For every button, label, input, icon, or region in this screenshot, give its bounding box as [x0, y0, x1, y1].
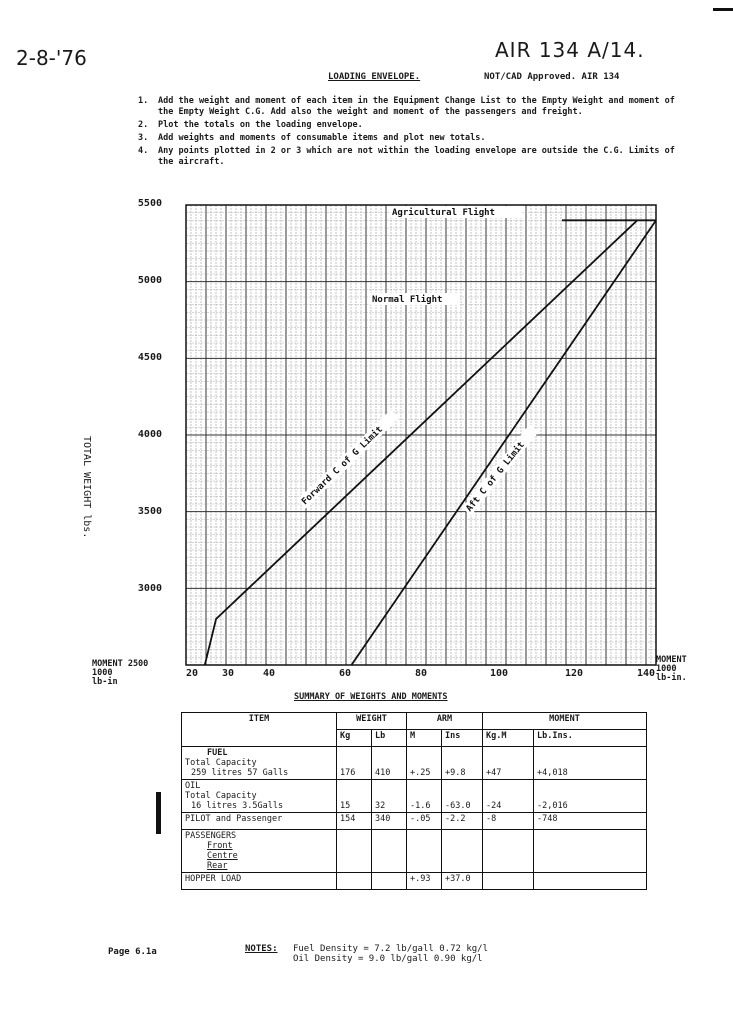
- subheader-m: M: [407, 730, 442, 747]
- subheader-lbins: Lb.Ins.: [534, 730, 647, 747]
- x-tick-120: 120: [565, 668, 584, 679]
- y-tick-5000: 5000: [137, 275, 162, 286]
- cell-kg: 176: [337, 747, 372, 780]
- header-moment: MOMENT: [483, 713, 647, 730]
- x-tick-30: 30: [222, 668, 235, 679]
- cell-ins: [442, 830, 483, 873]
- cell-lbins: +4,018: [534, 747, 647, 780]
- x-label-right-line: lb-in.: [656, 673, 687, 683]
- y-tick-4000: 4000: [137, 429, 162, 440]
- table-header-row: [182, 713, 647, 730]
- item-line: Total Capacity: [185, 791, 257, 801]
- annotation-text: Forward C of G Limit: [300, 424, 386, 508]
- cell-kg: [337, 830, 372, 873]
- item-line: Total Capacity: [185, 758, 257, 768]
- x-tick-60: 60: [339, 668, 352, 679]
- item-line: Centre: [207, 851, 238, 861]
- approval-note: NOT/CAD Approved. AIR 134: [484, 72, 620, 82]
- cell-m: -.05: [407, 813, 442, 830]
- instruction-text: Plot the totals on the loading envelope.: [158, 120, 363, 130]
- cell-lb: 410: [372, 747, 407, 780]
- item-line: Front: [207, 841, 233, 851]
- subheader-ins: Ins: [442, 730, 483, 747]
- instruction-text: Any points plotted in 2 or 3 which are not within the loading envelope are outside the C.G. Limits of the aircraft.: [158, 146, 675, 167]
- cell-kgm: [483, 830, 534, 873]
- y-tick-4500: 4500: [137, 352, 162, 363]
- cell-ins: +9.8: [442, 747, 483, 780]
- cell-m: +.25: [407, 747, 442, 780]
- item-line: 16 litres 3.5Galls: [191, 801, 284, 811]
- subheader-lb: Lb: [372, 730, 407, 747]
- cell-lbins: [534, 873, 647, 890]
- instruction-number: 4.: [138, 146, 149, 156]
- cell-ins: -2.2: [442, 813, 483, 830]
- x-label-right-line: MOMENT: [656, 655, 687, 665]
- y-tick-5500: 5500: [137, 198, 162, 209]
- cell-item: [182, 780, 337, 813]
- cell-kg: [337, 873, 372, 890]
- subheader-kgm: Kg.M: [483, 730, 534, 747]
- chart-annotation: [462, 424, 539, 515]
- summary-title: SUMMARY OF WEIGHTS AND MOMENTS: [294, 692, 448, 702]
- cell-kgm: +47: [483, 747, 534, 780]
- x-tick-40: 40: [263, 668, 276, 679]
- instruction-number: 3.: [138, 133, 149, 143]
- instruction-text: Add the weight and moment of each item in the Equipment Change List to the Empty Weight and moment of the Empty Weight C.G. Add also the weight and moment of the passengers and freight.: [158, 96, 675, 117]
- cell-item: [182, 747, 337, 780]
- cell-lb: 340: [372, 813, 407, 830]
- header-item: ITEM: [182, 713, 337, 747]
- y-axis-label: TOTAL WEIGHT lbs.: [81, 436, 92, 539]
- chart-annotations: [297, 206, 539, 515]
- margin-mark: [156, 792, 161, 834]
- annotation-text: Normal Flight: [372, 295, 443, 305]
- table-row: [182, 873, 647, 890]
- cell-m: -1.6: [407, 780, 442, 813]
- instruction-number: 1.: [138, 96, 149, 106]
- cell-ins: +37.0: [442, 873, 483, 890]
- page-number: Page 6.1a: [108, 947, 157, 957]
- cell-m: [407, 830, 442, 873]
- page-title: LOADING ENVELOPE.: [328, 72, 421, 82]
- x-axis-label-right: [656, 656, 687, 683]
- y-tick-3500: 3500: [137, 506, 162, 517]
- cell-ins: -63.0: [442, 780, 483, 813]
- x-tick-140: 140: [637, 668, 656, 679]
- x-tick-80: 80: [415, 668, 428, 679]
- cell-m: +.93: [407, 873, 442, 890]
- header-weight: WEIGHT: [337, 713, 407, 730]
- document-reference: AIR 134 A/14.: [495, 38, 645, 62]
- instruction-number: 2.: [138, 120, 149, 130]
- cell-kg: 154: [337, 813, 372, 830]
- cell-item: [182, 830, 337, 873]
- cell-lbins: [534, 830, 647, 873]
- cell-kg: 15: [337, 780, 372, 813]
- table-row: [182, 747, 647, 780]
- annotation-text: Aft C of G Limit: [464, 440, 527, 514]
- x-label-right-line: 1000: [656, 664, 677, 674]
- item-line: PASSENGERS: [185, 831, 237, 841]
- item-line: OIL: [185, 781, 201, 791]
- subheader-kg: Kg: [337, 730, 372, 747]
- cell-kgm: -8: [483, 813, 534, 830]
- cell-lbins: -748: [534, 813, 647, 830]
- chart-annotation: [390, 206, 522, 218]
- notes-lines: [293, 944, 488, 964]
- cell-kgm: [483, 873, 534, 890]
- table-row: [182, 780, 647, 813]
- x-label-left-line: 1000: [92, 668, 113, 678]
- x-axis-label-left: [92, 660, 148, 687]
- header-arm: ARM: [407, 713, 483, 730]
- summary-table: [181, 712, 647, 890]
- x-label-left-line: MOMENT 2500: [92, 659, 149, 669]
- table-row: [182, 830, 647, 873]
- item-line: FUEL: [207, 748, 228, 758]
- x-tick-20: 20: [186, 668, 199, 679]
- notes-label: NOTES:: [245, 944, 278, 954]
- chart-annotation: [370, 293, 460, 305]
- y-tick-3000: 3000: [137, 583, 162, 594]
- item-line: 259 litres 57 Galls: [191, 768, 289, 778]
- table-row: [182, 813, 647, 830]
- cell-lbins: -2,016: [534, 780, 647, 813]
- cell-item: PILOT and Passenger: [182, 813, 337, 830]
- note-line: Oil Density = 9.0 lb/gall 0.90 kg/l: [292, 954, 483, 964]
- cell-kgm: -24: [483, 780, 534, 813]
- x-label-left-line: lb-in: [92, 677, 118, 687]
- cell-lb: [372, 873, 407, 890]
- cell-item: HOPPER LOAD: [182, 873, 337, 890]
- notes-block: [245, 944, 488, 964]
- cell-lb: [372, 830, 407, 873]
- x-tick-100: 100: [490, 668, 509, 679]
- cell-lb: 32: [372, 780, 407, 813]
- note-line: Fuel Density = 7.2 lb/gall 0.72 kg/l: [292, 944, 489, 954]
- handwritten-date: 2-8-'76: [16, 46, 87, 70]
- instruction-text: Add weights and moments of consumable items and plot new totals.: [158, 133, 486, 143]
- chart-grid: [186, 205, 656, 665]
- item-line: Rear: [207, 861, 228, 871]
- annotation-text: Agricultural Flight: [392, 208, 495, 218]
